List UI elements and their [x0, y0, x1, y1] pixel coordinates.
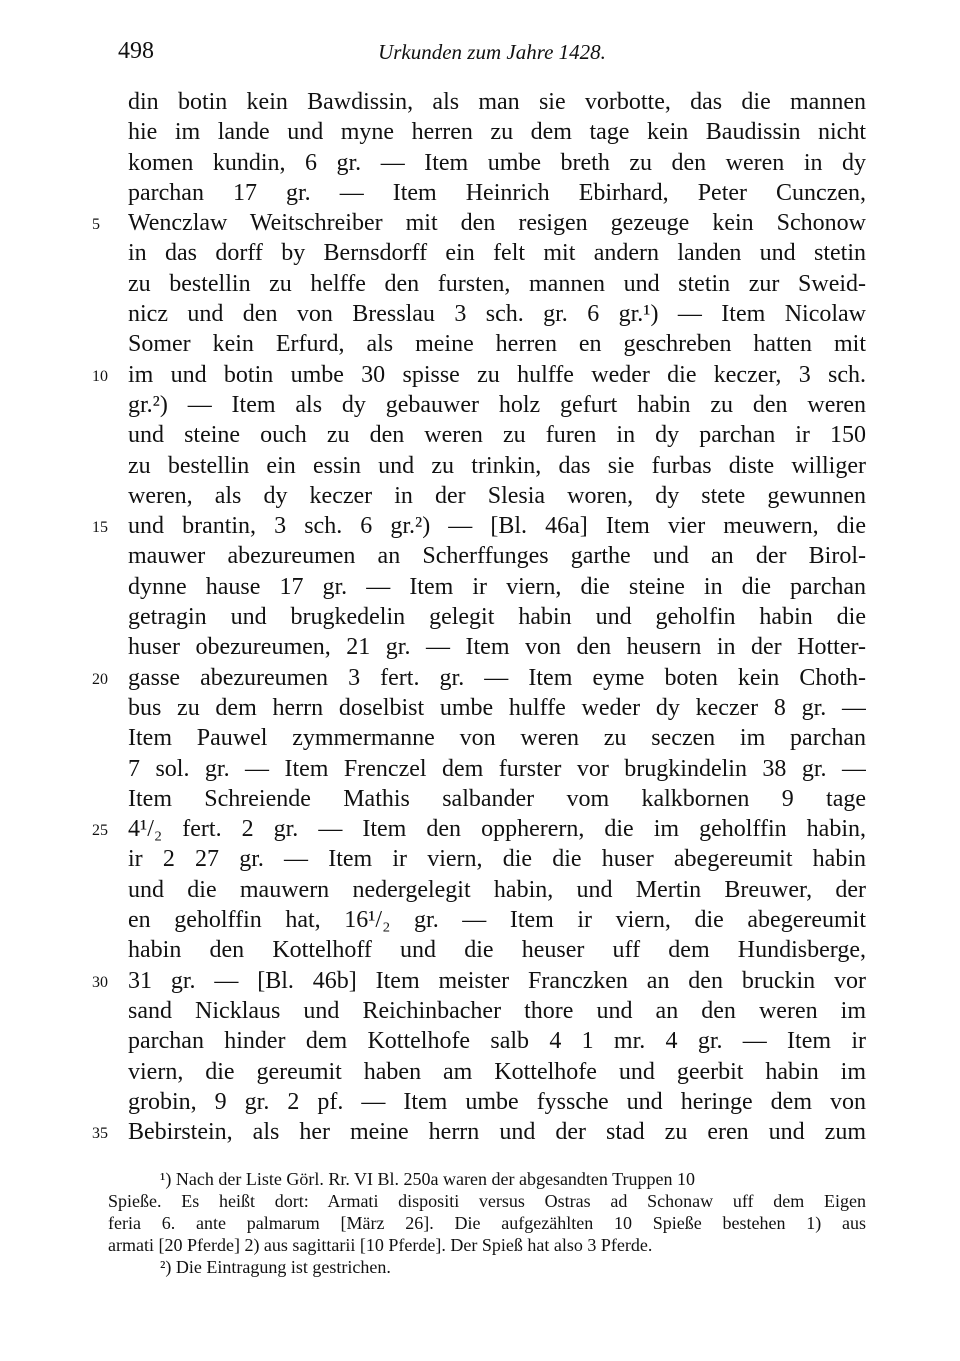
line-text: im und botin umbe 30 spisse zu hulffe weder die keczer, 3 sch. [128, 361, 866, 388]
text-line [0, 451, 960, 481]
text-line [0, 148, 960, 178]
text-line [0, 966, 960, 996]
line-text: Item Schreiende Mathis salbander vom kalkbornen 9 tage [128, 785, 866, 812]
line-text: 4¹/₂ fert. 2 gr. — Item den oppherern, die im geholffin habin, [128, 816, 866, 843]
line-text: 7 sol. gr. — Item Frenczel dem furster vor brugkindelin 38 gr. — [128, 755, 866, 782]
line-text: parchan 17 gr. — Item Heinrich Ebirhard, Peter Cunczen, [128, 179, 866, 206]
line-text: komen kundin, 6 gr. — Item umbe breth zu den weren in dy [128, 149, 866, 176]
text-line [0, 663, 960, 693]
text-line [0, 693, 960, 723]
line-text: Bebirstein, als her meine herrn und der stad zu eren und zum [128, 1119, 866, 1146]
footnote-line: feria 6. ante palmarum [März 26]. Die aufgezählten 10 Spieße bestehen 1) aus [108, 1213, 866, 1233]
text-line [0, 541, 960, 571]
text-line [0, 269, 960, 299]
footnotes [108, 1168, 866, 1278]
text-line [0, 875, 960, 905]
line-text: getragin und brugkedelin gelegit habin und geholfin habin die [128, 604, 866, 631]
text-line [0, 572, 960, 602]
text-line [0, 844, 960, 874]
line-text: parchan hinder dem Kottelhofe salb 4 1 mr. 4 gr. — Item ir [128, 1028, 866, 1055]
text-line [0, 754, 960, 784]
text-line [0, 360, 960, 390]
line-text: Item Pauwel zymmermanne von weren zu seczen im parchan [128, 725, 866, 752]
line-text: 31 gr. — [Bl. 46b] Item meister Franczken an den bruckin vor [128, 967, 866, 994]
footnote-line: ²) Die Eintragung ist gestrichen. [160, 1257, 391, 1277]
text-line [0, 208, 960, 238]
footnote-line: armati [20 Pferde] 2) aus sagittarii [10 Pferde]. Der Spieß hat also 3 Pferde. [108, 1235, 653, 1255]
line-text: huser obezureumen, 21 gr. — Item von den heusern in der Hotter- [128, 634, 866, 661]
line-text: sand Nicklaus und Reichinbacher thore und an den weren im [128, 997, 866, 1024]
line-text: grobin, 9 gr. 2 pf. — Item umbe fyssche und heringe dem von [128, 1088, 866, 1115]
line-text: habin den Kottelhoff und die heuser uff dem Hundisberge, [128, 937, 866, 964]
line-text: din botin kein Bawdissin, als man sie vorbotte, das die mannen [128, 89, 866, 115]
line-text: Wenczlaw Weitschreiber mit den resigen gezeuge kein Schonow [128, 210, 866, 237]
text-line [0, 299, 960, 329]
text-line [0, 420, 960, 450]
line-text: und steine ouch zu den weren zu furen in dy parchan ir 150 [128, 422, 866, 449]
line-text: weren, als dy keczer in der Slesia woren, dy stete gewunnen [128, 482, 866, 509]
line-text: zu bestellin ein essin und zu trinkin, das sie furbas diste williger [128, 452, 866, 479]
text-line [0, 87, 960, 117]
line-text: bus zu dem herrn doselbist umbe hulffe weder dy keczer 8 gr. — [128, 694, 866, 721]
text-line [0, 481, 960, 511]
text-line [0, 1026, 960, 1056]
text-line [0, 723, 960, 753]
text-line [0, 1117, 960, 1147]
line-text: und die mauwern nedergelegit habin, und Mertin Breuwer, der [128, 876, 866, 903]
text-line [0, 602, 960, 632]
text-line [0, 996, 960, 1026]
text-line [0, 814, 960, 844]
line-number: 15 [92, 519, 108, 537]
text-line [0, 935, 960, 965]
text-line [0, 117, 960, 147]
line-text: zu bestellin zu helffe den fursten, mannen und stetin zur Sweid- [128, 270, 866, 297]
line-text: ir 2 27 gr. — Item ir viern, die die huser abegereumit habin [128, 846, 866, 873]
text-line [0, 905, 960, 935]
line-number: 10 [92, 367, 108, 385]
footnote-line: Spieße. Es heißt dort: Armati dispositi versus Ostras ad Schonaw uff dem Eigen [108, 1191, 866, 1211]
text-line [0, 1087, 960, 1117]
line-number: 5 [92, 216, 100, 234]
page-header [118, 38, 866, 78]
line-number: 20 [92, 670, 108, 688]
line-text: en geholffin hat, 16¹/₂ gr. — Item ir viern, die abegereumit [128, 907, 866, 934]
line-text: mauwer abezureumen an Scherffunges garthe und an der Birol- [128, 543, 866, 570]
line-text: hie im lande und myne herren zu dem tage kein Baudissin nicht [128, 119, 866, 146]
text-line [0, 632, 960, 662]
line-text: und brantin, 3 sch. 6 gr.²) — [Bl. 46a] Item vier meuwern, die [128, 513, 866, 540]
line-text: gr.²) — Item als dy gebauwer holz gefurt habin zu den weren [128, 391, 866, 418]
text-line [0, 390, 960, 420]
line-text: Somer kein Erfurd, als meine herren en geschreben hatten mit [128, 331, 866, 358]
text-line [0, 1057, 960, 1087]
text-line [0, 178, 960, 208]
line-text: viern, die gereumit haben am Kottelhofe und geerbit habin im [128, 1058, 866, 1085]
text-line [0, 329, 960, 359]
line-number: 25 [92, 822, 108, 840]
text-line [0, 238, 960, 268]
running-title: Urkunden zum Jahre 1428. [378, 40, 606, 64]
page-number: 498 [118, 38, 154, 64]
line-text: gasse abezureumen 3 fert. gr. — Item eyme boten kein Choth- [128, 664, 866, 691]
line-number: 35 [92, 1125, 108, 1143]
footnote-line: ¹) Nach der Liste Görl. Rr. VI Bl. 250a waren der abgesandten Truppen 10 [160, 1169, 695, 1189]
line-text: in das dorff by Bernsdorff ein felt mit andern landen und stetin [128, 240, 866, 267]
line-text: dynne hause 17 gr. — Item ir viern, die steine in die parchan [128, 573, 866, 600]
line-text: nicz und den von Bresslau 3 sch. gr. 6 gr.¹) — Item Nicolaw [128, 301, 866, 328]
text-line [0, 511, 960, 541]
line-number: 30 [92, 973, 108, 991]
main-text [0, 87, 960, 1147]
text-line [0, 784, 960, 814]
